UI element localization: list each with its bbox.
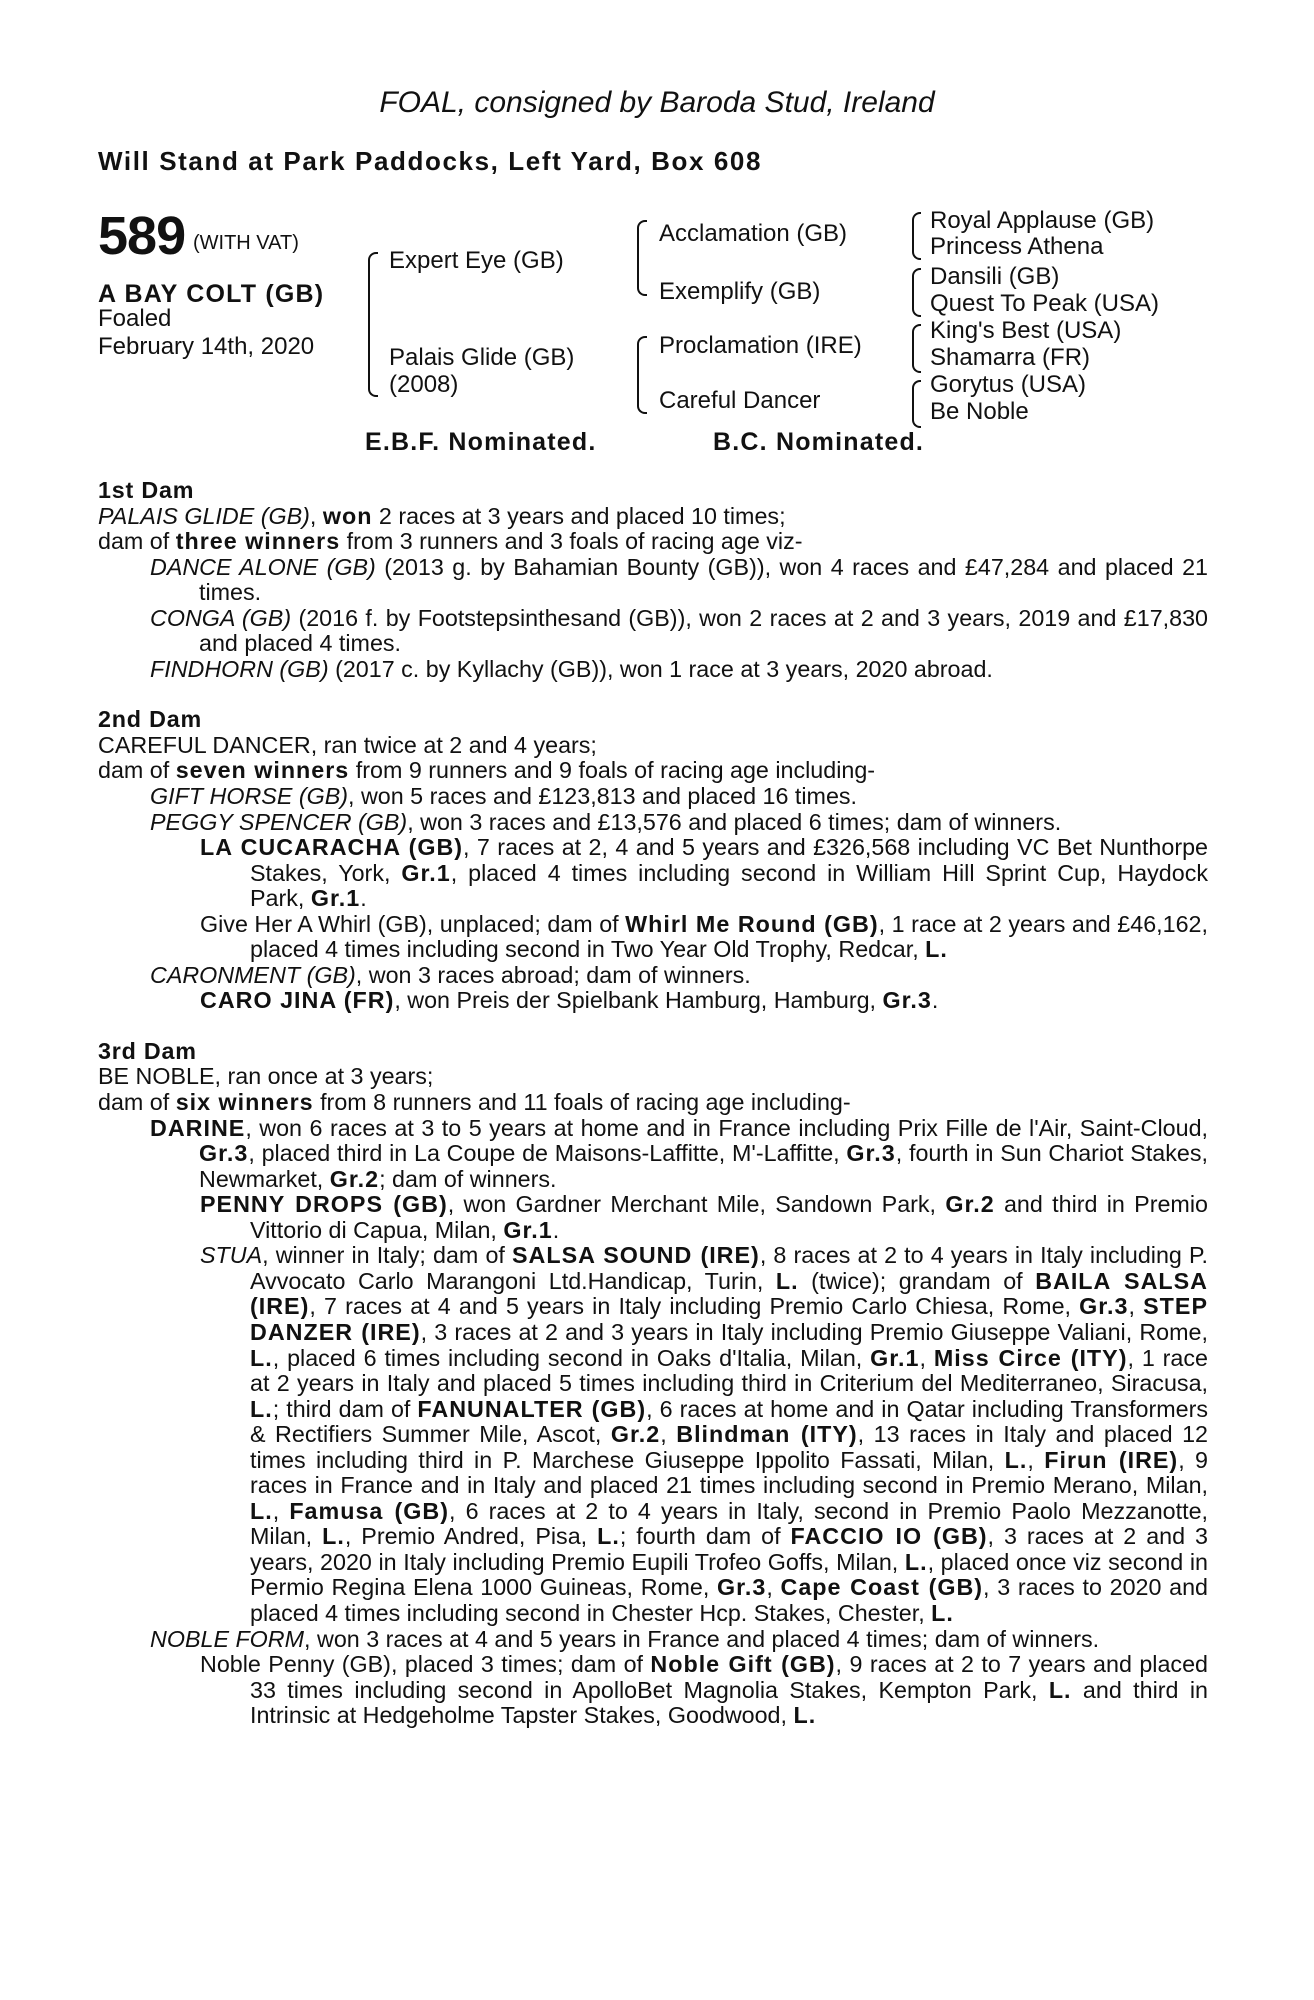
text-run: , 7 races at 4 and 5 years in Italy including Premio Carlo Chiesa, Rome,: [309, 1293, 1080, 1320]
produce-name: SALSA SOUND (IRE): [512, 1242, 760, 1269]
first-dam-section: [98, 478, 1208, 682]
race-grade: L.: [931, 1599, 954, 1626]
won-word: won: [322, 502, 373, 529]
text-run: ,: [1027, 1446, 1045, 1473]
race-grade: L.: [597, 1523, 620, 1550]
catalogue-body: [98, 478, 1208, 1729]
brace-ggp-1: [912, 212, 921, 260]
produce-name: Cape Coast (GB): [780, 1574, 984, 1601]
text-run: , 1 race at 2 years in Italy and placed 5 times including third in Criterium del Mediterraneo, Siracusa,: [250, 1344, 1208, 1397]
text-run: from 9 runners and 9 foals of racing age including-: [349, 757, 876, 784]
winners-count: seven winners: [175, 757, 350, 784]
race-grade: Gr.3: [199, 1140, 249, 1167]
pedigree-ggp-4: Quest To Peak (USA): [930, 290, 1159, 317]
third-dam-line: BE NOBLE, ran once at 3 years;: [98, 1063, 434, 1090]
produce-name: Blindman (ITY): [676, 1421, 858, 1448]
text-run: Noble Penny (GB), placed 3 times; dam of: [200, 1651, 651, 1678]
lot-number: 589: [98, 206, 186, 266]
text-run: , 8 races at 2 to 4 years in Italy including P. Avvocato Carlo Marangoni Ltd.Handicap, Turin,: [250, 1242, 1208, 1294]
produce-entry: [98, 1627, 1208, 1653]
grand-produce-entry: [98, 1192, 1208, 1243]
text-run: ; dam of winners.: [379, 1165, 557, 1192]
text-run: , 6 races at 2 to 4 years in Italy, second in Premio Paolo Mezzanotte, Milan,: [250, 1497, 1208, 1550]
third-dam-summary: [98, 1090, 1208, 1116]
brace-ggp-4: [912, 380, 921, 428]
text-run: and third in Intrinsic at Hedgeholme Tapster Stakes, Goodwood,: [250, 1676, 1208, 1729]
text-run: , won 6 races at 3 to 5 years at home and in France including Prix Fille de l'Air, Saint-Cloud,: [245, 1114, 1208, 1141]
text-run: ; third dam of: [272, 1395, 418, 1422]
produce-name: STUA: [200, 1242, 263, 1269]
pedigree-ggp-7: Gorytus (USA): [930, 371, 1087, 398]
grand-produce-entry: [98, 988, 1208, 1014]
text-run: , 13 races in Italy and placed 12 times including third in P. Marchese Giuseppe Ippolito Fassati, Milan,: [250, 1421, 1208, 1473]
pedigree-ggp-5: King's Best (USA): [930, 317, 1122, 344]
produce-name: PEGGY SPENCER (GB): [150, 808, 408, 835]
race-grade: Gr.1: [870, 1344, 920, 1371]
produce-name: CARONMENT (GB): [150, 961, 356, 988]
produce-name: BAILA SALSA (IRE): [250, 1267, 1208, 1320]
race-grade: Gr.1: [401, 859, 451, 886]
produce-name: Famusa (GB): [289, 1497, 449, 1524]
text-run: Give Her A Whirl (GB), unplaced; dam of: [200, 910, 626, 937]
section-gap: [98, 682, 1208, 707]
pedigree-sire: Expert Eye (GB): [389, 247, 564, 274]
pedigree-ggp-1: Royal Applause (GB): [930, 207, 1155, 234]
race-grade: L.: [793, 1702, 817, 1729]
produce-name: Noble Gift (GB): [650, 1651, 836, 1678]
second-dam-heading: 2nd Dam: [98, 706, 202, 733]
text-run: , 3 races at 2 and 3 years in Italy including Premio Giuseppe Valiani, Rome,: [420, 1318, 1208, 1345]
produce-entry: [98, 1243, 1208, 1626]
text-run: , 7 races at 2, 4 and 5 years and £326,568 including VC Bet Nunthorpe Stakes, York,: [250, 834, 1209, 886]
text-run: , won 3 races abroad; dam of winners.: [355, 961, 751, 988]
text-run: , 1 race at 2 years and £46,162, placed 4 times including second in Two Year Old Trophy, Redcar,: [250, 910, 1208, 963]
text-run: , placed once viz second in Permio Regina Elena 1000 Guineas, Rome,: [250, 1548, 1209, 1601]
brace-sire-line: [637, 220, 647, 296]
race-grade: L.: [775, 1267, 799, 1294]
text-run: ,: [766, 1574, 781, 1601]
brace-ggp-3: [912, 324, 921, 373]
produce-entry: [98, 784, 1208, 810]
first-dam-summary: [98, 529, 1208, 555]
text-run: .: [552, 1216, 560, 1243]
produce-name: STEP DANZER (IRE): [250, 1293, 1208, 1345]
brace-sire-dam: [368, 252, 378, 397]
second-dam-summary: [98, 758, 1208, 784]
pedigree-ggp-8: Be Noble: [930, 398, 1029, 425]
text-run: , winner in Italy; dam of: [262, 1242, 512, 1269]
text-run: ,: [660, 1421, 677, 1448]
produce-name: DARINE: [150, 1114, 246, 1141]
first-dam-line: PALAIS GLIDE (GB), won 2 races at 3 years and placed 10 times;: [98, 502, 786, 529]
text-run: 2 races at 3 years and placed 10 times;: [372, 502, 786, 529]
produce-entry: [98, 657, 1208, 683]
text-run: (twice); grandam of: [798, 1267, 1036, 1294]
race-grade: Gr.3: [846, 1140, 896, 1167]
produce-entry: [98, 555, 1208, 606]
horse-description: A BAY COLT (GB): [98, 280, 325, 308]
text-run: , placed 4 times including second in William Hill Sprint Cup, Haydock Park,: [250, 859, 1208, 912]
produce-name: FACCIO IO (GB): [790, 1523, 988, 1550]
produce-name: Whirl Me Round (GB): [625, 910, 879, 937]
text-run: ; fourth dam of: [619, 1523, 791, 1550]
text-run: , won Preis der Spielbank Hamburg, Hamburg,: [394, 987, 883, 1014]
produce-entry: [98, 1116, 1208, 1193]
race-grade: L.: [250, 1344, 273, 1371]
race-grade: Gr.3: [1079, 1293, 1129, 1320]
text-run: , 3 races to 2020 and placed 4 times including second in Chester Hcp. Stakes, Chester,: [250, 1574, 1208, 1626]
foaled-date: February 14th, 2020: [98, 333, 315, 360]
third-dam-heading: 3rd Dam: [98, 1037, 197, 1064]
pedigree-dam: Palais Glide (GB): [389, 344, 575, 371]
text-run: (2017 c. by Kyllachy (GB)), won 1 race at 3 years, 2020 abroad.: [328, 655, 993, 682]
vat-note: (WITH VAT): [193, 232, 299, 254]
produce-name: NOBLE FORM: [150, 1625, 305, 1652]
text-run: ,: [919, 1344, 934, 1371]
grand-produce-entry: [98, 912, 1208, 963]
text-run: , won 3 races and £13,576 and placed 6 times; dam of winners.: [407, 808, 1062, 835]
race-grade: Gr.2: [329, 1165, 380, 1192]
pedigree-dam-dam: Careful Dancer: [659, 387, 821, 414]
race-grade: L.: [322, 1523, 345, 1550]
consignment-line: FOAL, consigned by Baroda Stud, Ireland: [379, 86, 935, 119]
produce-name: CARO JINA (FR): [200, 987, 395, 1014]
pedigree-dam-sire: Proclamation (IRE): [659, 332, 862, 359]
brace-ggp-2: [912, 268, 921, 317]
text-run: ,: [272, 1497, 290, 1524]
produce-entry: [98, 810, 1208, 836]
race-grade: L.: [1048, 1676, 1072, 1703]
produce-name: GIFT HORSE (GB): [150, 783, 349, 810]
text-run: from 8 runners and 11 foals of racing age including-: [313, 1089, 851, 1116]
text-run: , 9 races at 2 to 7 years and placed 33 times including second in ApolloBet Magnolia Stakes, Kempton Park,: [250, 1651, 1208, 1703]
race-grade: Gr.3: [717, 1574, 767, 1601]
pedigree-ggp-6: Shamarra (FR): [930, 344, 1091, 371]
race-grade: L.: [250, 1497, 273, 1524]
produce-name: Miss Circe (ITY): [933, 1344, 1128, 1371]
race-grade: Gr.3: [882, 987, 932, 1014]
race-grade: Gr.1: [310, 885, 361, 912]
produce-entry: [98, 606, 1208, 657]
produce-name: FANUNALTER (GB): [417, 1395, 647, 1422]
produce-name: DANCE ALONE (GB): [150, 553, 376, 580]
race-grade: Gr.1: [503, 1216, 553, 1243]
text-run: (2013 g. by Bahamian Bounty (GB)), won 4 races and £47,284 and placed 21 times.: [199, 553, 1208, 606]
text-run: , 3 races at 2 and 3 years, 2020 in Italy including Premio Eupili Trofeo Goffs, Milan,: [250, 1523, 1208, 1575]
third-dam-section: [98, 1039, 1208, 1729]
text-run: , placed third in La Coupe de Maisons-Laffitte, M'-Laffitte,: [248, 1140, 847, 1167]
race-grade: L.: [1004, 1446, 1028, 1473]
grand-produce-entry: [98, 835, 1208, 912]
text-run: , placed 6 times including second in Oaks d'Italia, Milan,: [272, 1344, 871, 1371]
text-run: , fourth in Sun Chariot Stakes, Newmarket,: [199, 1140, 1208, 1192]
winners-count: three winners: [175, 528, 341, 555]
ebf-nominated: E.B.F. Nominated.: [365, 428, 597, 456]
text-run: from 3 runners and 3 foals of racing age viz-: [340, 528, 803, 555]
dam-name: PALAIS GLIDE (GB): [98, 502, 310, 529]
text-run: (2016 f. by Footstepsinthesand (GB)), won 2 races at 2 and 3 years, 2019 and £17,830 and placed 4 times.: [199, 604, 1208, 657]
text-run: , Premio Andred, Pisa,: [344, 1523, 598, 1550]
race-grade: L.: [904, 1548, 928, 1575]
produce-name: PENNY DROPS (GB): [200, 1191, 448, 1218]
text-run: , 6 races at home and in Qatar including Transformers & Rectifiers Summer Mile, Ascot,: [250, 1395, 1208, 1448]
race-grade: L.: [925, 936, 948, 963]
text-run: , won 3 races at 4 and 5 years in France and placed 4 times; dam of winners.: [304, 1625, 1100, 1652]
pedigree-ggp-2: Princess Athena: [930, 233, 1104, 260]
produce-name: Firun (IRE): [1044, 1446, 1179, 1473]
text-run: .: [360, 885, 367, 912]
section-gap: [98, 1014, 1208, 1039]
text-run: dam of: [98, 528, 176, 555]
text-run: , won Gardner Merchant Mile, Sandown Park,: [447, 1191, 946, 1218]
pedigree-sire-sire: Acclamation (GB): [659, 220, 848, 247]
grand-produce-entry: [98, 1652, 1208, 1729]
winners-count: six winners: [175, 1089, 314, 1116]
first-dam-heading: 1st Dam: [98, 477, 195, 503]
pedigree-sire-dam: Exemplify (GB): [659, 278, 821, 305]
produce-name: FINDHORN (GB): [150, 655, 329, 682]
second-dam-section: [98, 707, 1208, 1014]
text-run: dam of: [98, 757, 176, 784]
bc-nominated: B.C. Nominated.: [713, 428, 925, 456]
text-run: and third in Premio Vittorio di Capua, Milan,: [250, 1191, 1208, 1243]
brace-dam-line: [637, 336, 647, 414]
race-grade: L.: [250, 1395, 273, 1422]
text-run: , 9 races in France and in Italy and placed 21 times including second in Premio Merano, Milan,: [250, 1446, 1209, 1499]
pedigree-ggp-3: Dansili (GB): [930, 263, 1060, 290]
produce-name: LA CUCARACHA (GB): [200, 834, 464, 861]
text-run: dam of: [98, 1089, 176, 1116]
location-line: Will Stand at Park Paddocks, Left Yard, Box 608: [98, 146, 763, 176]
race-grade: Gr.2: [610, 1421, 661, 1448]
produce-entry: [98, 963, 1208, 989]
foaled-label: Foaled: [98, 305, 172, 332]
text-run: , won 5 races and £123,813 and placed 16 times.: [348, 783, 858, 810]
second-dam-line: CAREFUL DANCER, ran twice at 2 and 4 years;: [98, 731, 597, 758]
text-run: .: [931, 987, 939, 1014]
pedigree-dam-year: (2008): [389, 371, 459, 398]
text-run: ,: [1128, 1293, 1144, 1320]
race-grade: Gr.2: [945, 1191, 995, 1218]
produce-name: CONGA (GB): [150, 604, 292, 631]
